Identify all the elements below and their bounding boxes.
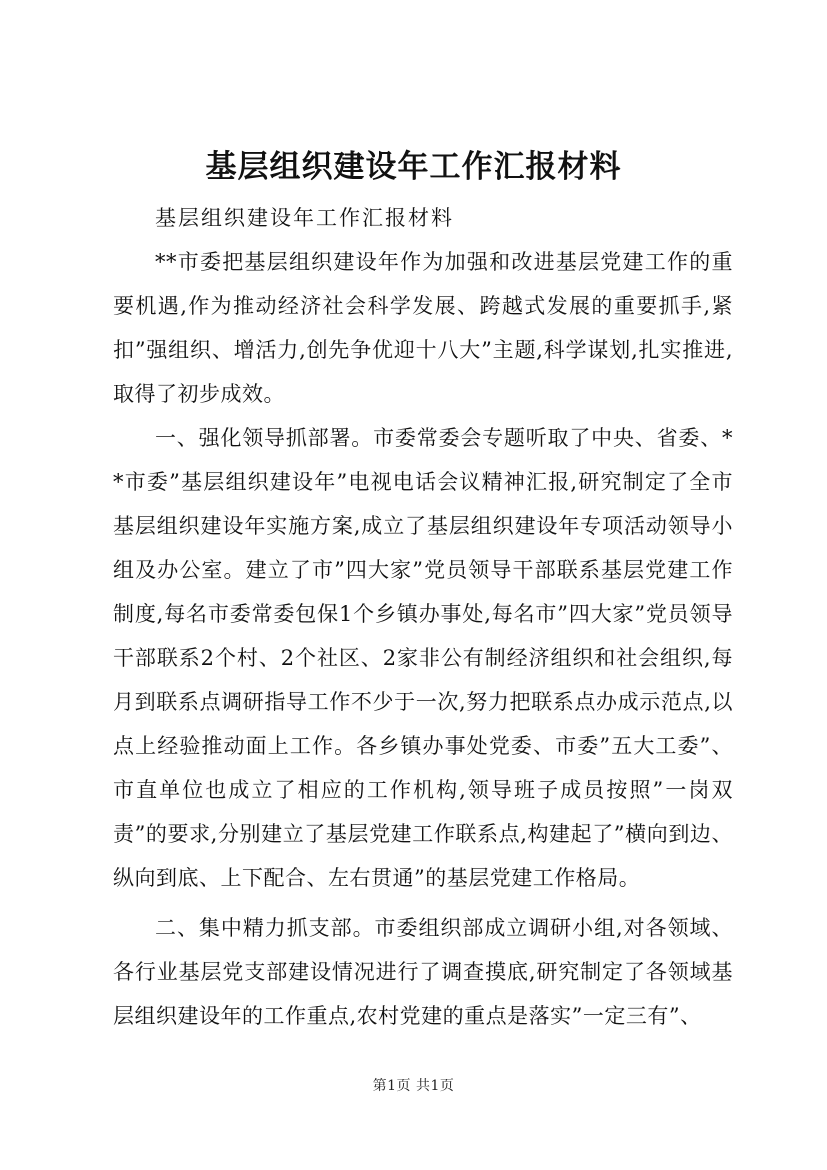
document-title: 基层组织建设年工作汇报材料 [205, 149, 622, 185]
document-body [113, 196, 733, 1038]
paragraph-intro: **市委把基层组织建设年作为加强和改进基层党建工作的重要机遇,作为推动经济社会科学发展、跨越式发展的重要抓手,紧扣”强组织、增活力,创先争优迎十八大”主题,科学谋划,扎实推进,取得了初步成效。 [113, 250, 733, 406]
document-subtitle: 基层组织建设年工作汇报材料 [155, 206, 454, 230]
page-footer: 第1页 共1页 [372, 1078, 455, 1094]
paragraph-section-1: 一、强化领导抓部署。市委常委会专题听取了中央、省委、**市委”基层组织建设年”电视电话会议精神汇报,研究制定了全市基层组织建设年实施方案,成立了基层组织建设年专项活动领导小组及办公室。建立了市”四大家”党员领导干部联系基层党建工作制度,每名市委常委包保1个乡镇办事处,每名市”四大家”党员领导干部联系2个村、2个社区、2家非公有制经济组织和社会组织,每月到联系点调研指导工作不少于一次,努力把联系点办成示范点,以点上经验推动面上工作。各乡镇办事处党委、市委”五大工委”、市直单位也成立了相应的工作机构,领导班子成员按照”一岗双责”的要求,分别建立了基层党建工作联系点,构建起了”横向到边、纵向到底、上下配合、左右贯通”的基层党建工作格局。 [113, 426, 733, 890]
paragraph-section-2: 二、集中精力抓支部。市委组织部成立调研小组,对各领域、各行业基层党支部建设情况进行了调查摸底,研究制定了各领域基层组织建设年的工作重点,农村党建的重点是落实”一定三有”、 [113, 916, 733, 1028]
